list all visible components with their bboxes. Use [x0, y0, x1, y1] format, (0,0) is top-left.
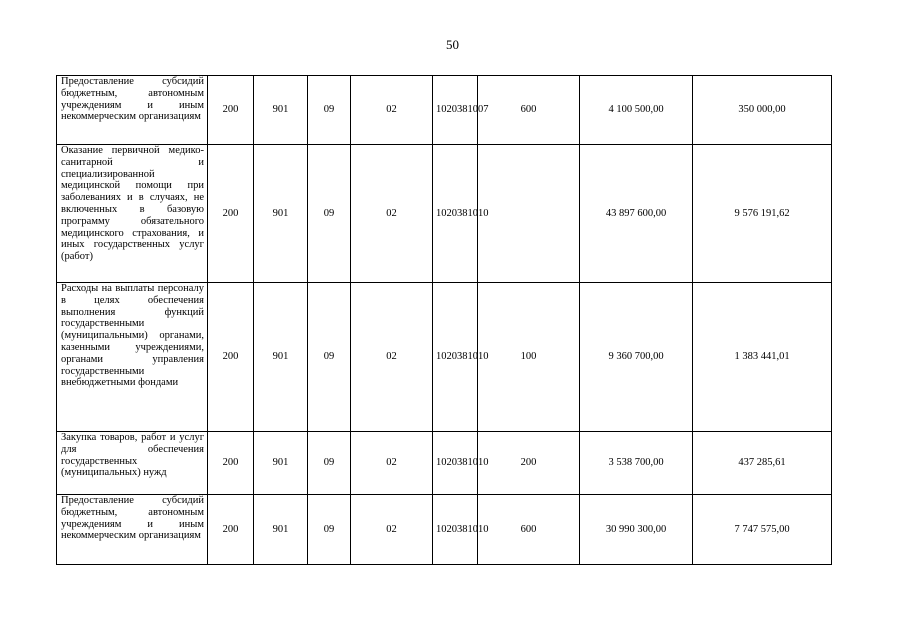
table-row [57, 145, 832, 283]
row-code: 200 [208, 432, 254, 495]
row-target: 1020381010 [433, 283, 478, 432]
row-actual: 1 383 441,01 [693, 283, 832, 432]
row-section: 09 [308, 145, 351, 283]
row-target: 1020381010 [433, 495, 478, 565]
row-section: 09 [308, 432, 351, 495]
row-subsection: 02 [351, 283, 433, 432]
row-plan: 9 360 700,00 [580, 283, 693, 432]
row-subsection: 02 [351, 495, 433, 565]
row-actual: 7 747 575,00 [693, 495, 832, 565]
row-ministry: 901 [254, 145, 308, 283]
row-type: 600 [478, 495, 580, 565]
row-name: Закупка товаров, работ и услуг для обеспечения государственных (муниципальных) нужд [57, 432, 208, 495]
row-code: 200 [208, 283, 254, 432]
budget-table [56, 75, 832, 565]
row-name: Расходы на выплаты персоналу в целях обеспечения выполнения функций государственными (муниципальными) органами, казенными учреждениями, органами управления государственными внебюджетными фондами [57, 283, 208, 432]
row-ministry: 901 [254, 76, 308, 145]
row-target: 1020381010 [433, 432, 478, 495]
row-target: 1020381007 [433, 76, 478, 145]
row-actual: 9 576 191,62 [693, 145, 832, 283]
row-type: 600 [478, 76, 580, 145]
row-code: 200 [208, 145, 254, 283]
row-plan: 3 538 700,00 [580, 432, 693, 495]
row-name: Оказание первичной медико-санитарной и специализированной медицинской помощи при заболеваниях и в случаях, не включенных в базовую программу обязательного медицинского страхования, и иных государственных услуг (работ) [57, 145, 208, 283]
row-code: 200 [208, 76, 254, 145]
row-name: Предоставление субсидий бюджетным, автономным учреждениям и иным некоммерческим организациям [57, 76, 208, 145]
page-number: 50 [446, 37, 459, 52]
table-row [57, 76, 832, 145]
row-ministry: 901 [254, 432, 308, 495]
table-row [57, 432, 832, 495]
row-section: 09 [308, 283, 351, 432]
row-type [478, 145, 580, 283]
row-ministry: 901 [254, 495, 308, 565]
row-section: 09 [308, 76, 351, 145]
row-target: 1020381010 [433, 145, 478, 283]
row-subsection: 02 [351, 76, 433, 145]
row-plan: 4 100 500,00 [580, 76, 693, 145]
row-type: 200 [478, 432, 580, 495]
row-ministry: 901 [254, 283, 308, 432]
row-subsection: 02 [351, 145, 433, 283]
row-code: 200 [208, 495, 254, 565]
row-type: 100 [478, 283, 580, 432]
row-plan: 43 897 600,00 [580, 145, 693, 283]
row-plan: 30 990 300,00 [580, 495, 693, 565]
row-subsection: 02 [351, 432, 433, 495]
row-name: Предоставление субсидий бюджетным, автономным учреждениям и иным некоммерческим организациям [57, 495, 208, 565]
row-actual: 350 000,00 [693, 76, 832, 145]
table-row [57, 283, 832, 432]
table-row [57, 495, 832, 565]
row-section: 09 [308, 495, 351, 565]
row-actual: 437 285,61 [693, 432, 832, 495]
